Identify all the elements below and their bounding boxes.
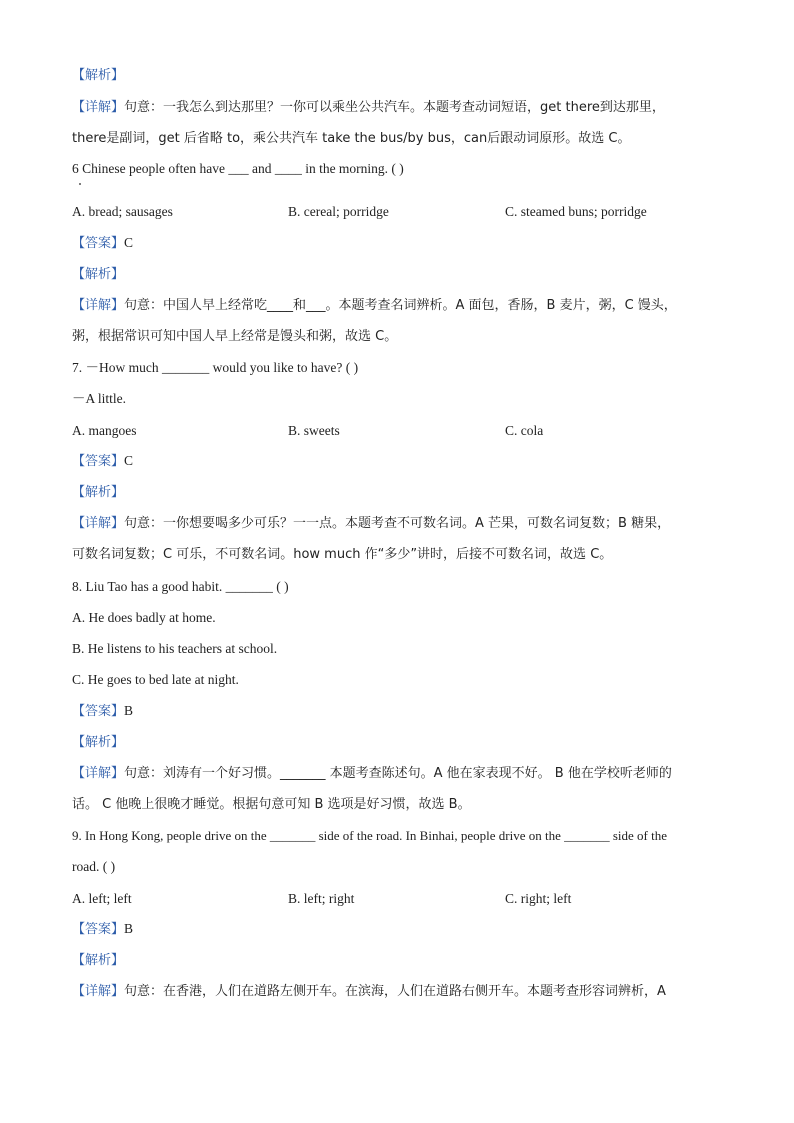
option-b: B. sweets <box>288 423 340 438</box>
analysis-heading: 【解析】 <box>72 953 125 968</box>
option-a: A. He does badly at home. <box>72 610 216 625</box>
question-8: 8. Liu Tao has a good habit. _______ ( ) <box>72 579 289 594</box>
answer-line: 【答案】B <box>72 703 134 719</box>
option-a: A. mangoes <box>72 423 137 438</box>
analysis-heading: 【解析】 <box>72 485 125 500</box>
detail-paragraph-cont: 可数名词复数；C 可乐，不可数名词。how much 作“多少”讲时，后接不可数名词，故选 C。 <box>72 547 613 562</box>
stray-dot <box>79 183 81 185</box>
question-7: 7. －How much _______ would you like to have? ( ) <box>72 360 359 375</box>
detail-paragraph: 【详解】句意：刘涛有一个好习惯。_______ 本题考查陈述句。A 他在家表现不好。 B 他在学校听老师的 <box>72 766 672 781</box>
question-6: 6 Chinese people often have ___ and ____ in the morning. ( ) <box>72 161 404 176</box>
option-b: B. left; right <box>288 891 355 906</box>
option-c: C. He goes to bed late at night. <box>72 672 239 687</box>
option-c: C. right; left <box>505 891 572 906</box>
question-9: 9. In Hong Kong, people drive on the _______ side of the road. In Binhai, people drive on the _______ side of the <box>72 828 667 843</box>
detail-paragraph: 【详解】句意：中国人早上经常吃____和___。本题考查名词辨析。A 面包，香肠，B 麦片，粥，C 馒头， <box>72 298 677 313</box>
analysis-heading: 【解析】 <box>72 267 125 282</box>
detail-paragraph-cont: there是副词，get 后省略 to，乘公共汽车 take the bus/by bus，can后跟动词原形。故选 C。 <box>72 131 631 146</box>
option-c: C. steamed buns; porridge <box>505 204 647 219</box>
answer-line: 【答案】C <box>72 453 134 469</box>
option-b: B. He listens to his teachers at school. <box>72 641 278 656</box>
answer-line: 【答案】B <box>72 921 134 937</box>
question-9-cont: road. ( ) <box>72 859 116 874</box>
detail-paragraph: 【详解】句意：一我怎么到达那里？一你可以乘坐公共汽车。本题考查动词短语，get there到达那里， <box>72 100 665 115</box>
answer-line: 【答案】C <box>72 235 134 251</box>
option-a: A. bread; sausages <box>72 204 173 219</box>
detail-paragraph-cont: 粥，根据常识可知中国人早上经常是馒头和粥，故选 C。 <box>72 329 398 344</box>
option-c: C. cola <box>505 423 544 438</box>
detail-paragraph-cont: 话。 C 他晚上很晚才睡觉。根据句意可知 B 选项是好习惯，故选 B。 <box>72 797 471 812</box>
option-a: A. left; left <box>72 891 132 906</box>
detail-paragraph: 【详解】句意：一你想要喝多少可乐？一一点。本题考查不可数名词。A 芒果，可数名词复数；B 糖果， <box>72 516 671 531</box>
question-7-reply: －A little. <box>72 391 126 406</box>
analysis-heading: 【解析】 <box>72 735 125 750</box>
option-b: B. cereal; porridge <box>288 204 389 219</box>
analysis-heading: 【解析】 <box>72 68 125 83</box>
detail-paragraph: 【详解】句意：在香港，人们在道路左侧开车。在滨海，人们在道路右侧开车。本题考查形容词辨析，A <box>72 984 666 999</box>
